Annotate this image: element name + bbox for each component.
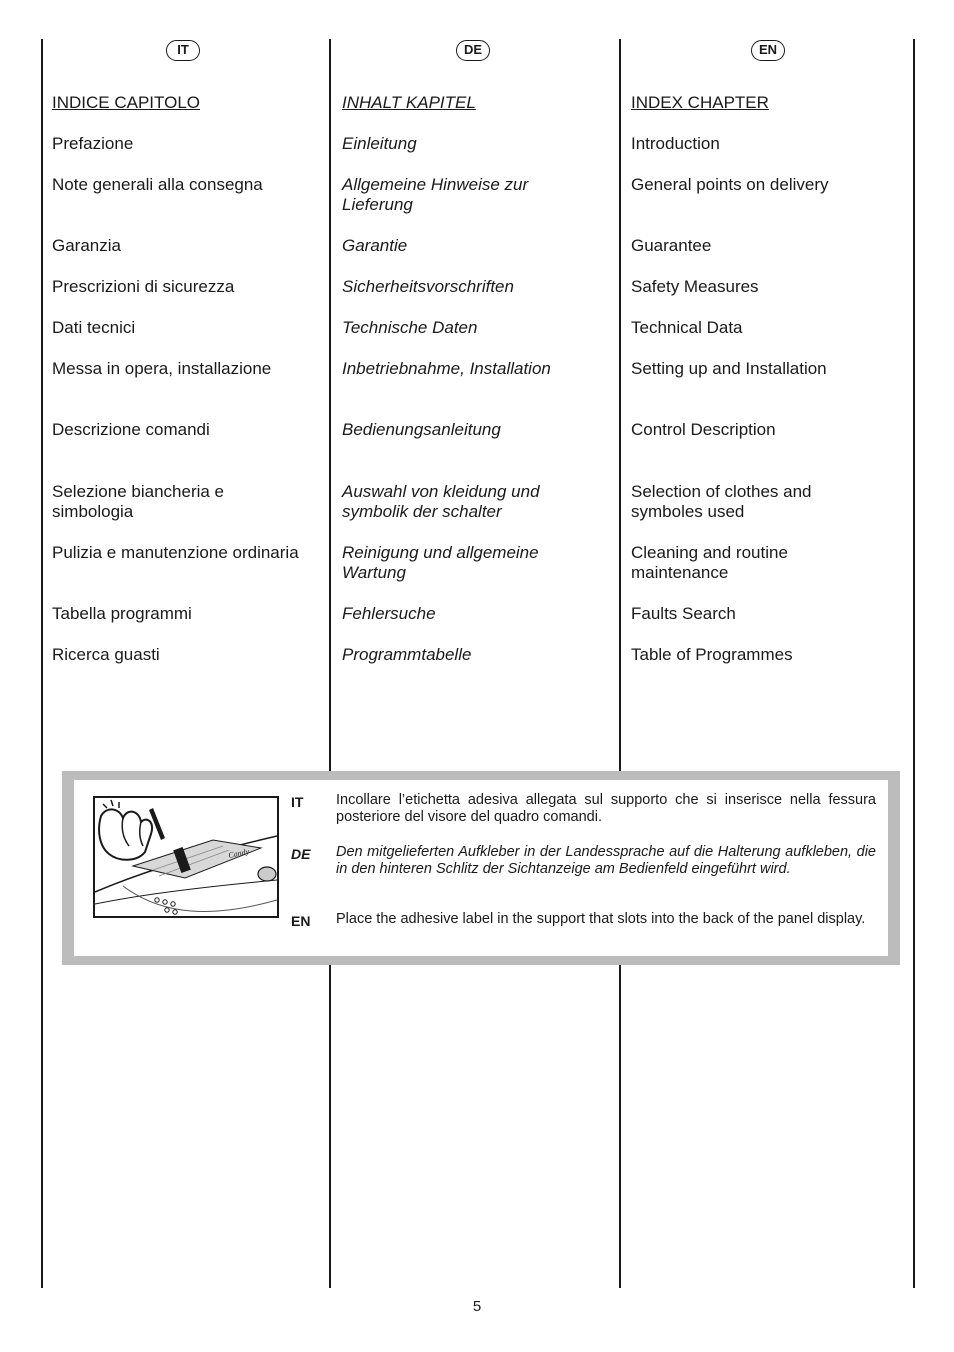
toc-item-de-3: Garantie [342,236,408,255]
toc-item-de-9: Reinigung und allgemeine Wartung [342,543,539,582]
toc-item-en-10: Faults Search [631,604,736,623]
column-rule-1-lower [329,965,331,1288]
toc-item-de-6: Inbetriebnahme, Installation [342,359,551,378]
notice-text-de: Den mitgelieferten Aufkleber in der Landessprache auf die Halterung aufkleben, die in den hinteren Schlitz der Sichtanzeige am Bedienfeld eingeführt wird. [336,844,876,877]
toc-item-de-2: Allgemeine Hinweise zur Lieferung [342,175,529,214]
notice-lang-en: EN [291,913,311,929]
toc-item-en-3: Guarantee [631,236,712,255]
language-badge-en: EN [751,40,785,61]
toc-item-it-8: Selezione biancheria e simbologia [52,482,225,521]
candy-logo: Candy [227,846,250,860]
toc-item-it-6: Messa in opera, installazione [52,359,272,378]
toc-item-de-5: Technische Daten [342,318,478,337]
notice-lang-de: DE [291,846,311,862]
page-number: 5 [472,1298,482,1315]
toc-item-de-7: Bedienungsanleitung [342,420,501,439]
toc-item-en-7: Control Description [631,420,776,439]
language-badge-it: IT [166,40,200,61]
toc-item-de-4: Sicherheitsvorschriften [342,277,514,296]
toc-item-de-11: Programmtabelle [342,645,472,664]
toc-item-en-6: Setting up and Installation [631,359,827,378]
toc-item-en-9: Cleaning and routine maintenance [631,543,788,582]
toc-item-en-1: Introduction [631,134,720,153]
toc-item-en-4: Safety Measures [631,277,759,296]
toc-item-it-1: Prefazione [52,134,134,153]
toc-item-en-2: General points on delivery [631,175,829,194]
toc-heading-en: INDEX CHAPTER [631,93,769,112]
notice-text-it: Incollare l’etichetta adesiva allegata sul supporto che si inserisce nella fessura posteriore del visore del quadro comandi. [336,792,876,825]
column-rule-left [41,39,43,1288]
toc-item-en-5: Technical Data [631,318,743,337]
column-rule-right [913,39,915,1288]
label-notice-inner [74,780,888,956]
toc-item-it-3: Garanzia [52,236,121,255]
toc-heading-it: INDICE CAPITOLO [52,93,200,112]
toc-item-en-8: Selection of clothes and symboles used [631,482,812,521]
language-badge-de: DE [456,40,490,61]
toc-item-it-11: Ricerca guasti [52,645,160,664]
toc-item-it-4: Prescrizioni di sicurezza [52,277,235,296]
toc-item-it-2: Note generali alla consegna [52,175,263,194]
column-rule-2-lower [619,965,621,1288]
column-rule-2 [619,39,621,772]
column-rule-1 [329,39,331,772]
toc-item-it-5: Dati tecnici [52,318,136,337]
toc-item-de-1: Einleitung [342,134,417,153]
label-insertion-illustration [93,796,279,918]
toc-item-it-9: Pulizia e manutenzione ordinaria [52,543,299,562]
notice-text-en: Place the adhesive label in the support that slots into the back of the panel display. [336,911,866,927]
label-notice-panel [62,771,900,965]
toc-item-de-8: Auswahl von kleidung und symbolik der schalter [342,482,540,521]
toc-item-en-11: Table of Programmes [631,645,793,664]
toc-item-it-10: Tabella programmi [52,604,192,623]
toc-heading-de: INHALT KAPITEL [342,93,476,112]
notice-lang-it: IT [291,794,304,810]
toc-item-de-10: Fehlersuche [342,604,436,623]
toc-item-it-7: Descrizione comandi [52,420,210,439]
